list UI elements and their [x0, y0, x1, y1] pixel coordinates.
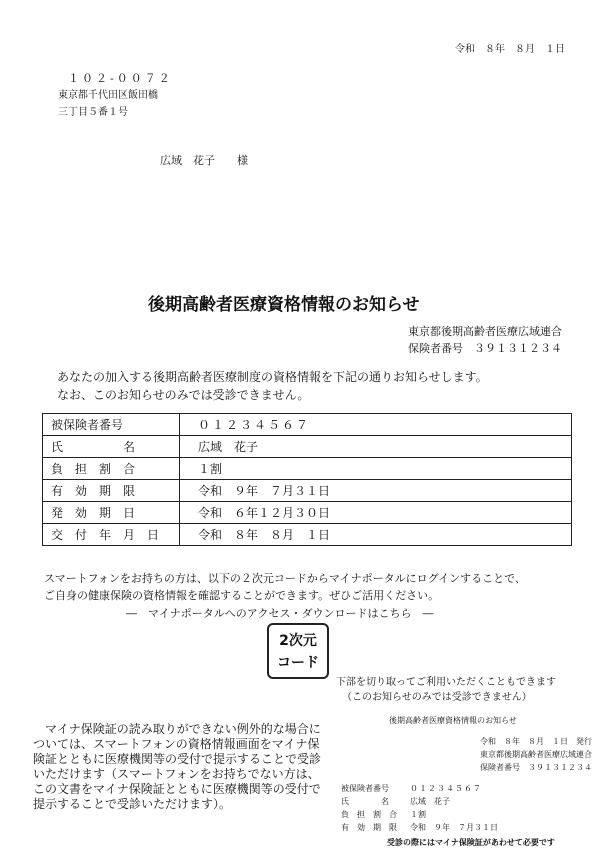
- slip-date: 令和 ８年 ８月 １日 発行: [480, 737, 592, 746]
- slip-row-value: １割: [410, 810, 426, 819]
- slip-title: 後期高齢者医療資格情報のお知らせ: [389, 716, 517, 725]
- qualification-table: [42, 413, 572, 546]
- postal-code: １０２-００７２: [68, 72, 173, 85]
- page-title: 後期高齢者医療資格情報のお知らせ: [148, 295, 420, 315]
- address-line1: 東京都千代田区飯田橋: [58, 90, 158, 101]
- access-heading: ― マイナポータルへのアクセス・ダウンロードはこちら ―: [126, 607, 434, 620]
- table-row: [43, 480, 572, 502]
- intro-line1: あなたの加入する後期高齢者医療制度の資格情報を下記の通りお知らせします。: [57, 370, 488, 384]
- table-row: [43, 502, 572, 524]
- row-label: 発 効 期 日: [43, 502, 180, 524]
- row-label: 交 付 年 月 日: [43, 524, 180, 546]
- recipient-name: 広域 花子 様: [160, 154, 248, 167]
- slip-row-label: 被保険者番号: [341, 784, 389, 793]
- slip-row-label: 有 効 期 限: [341, 823, 397, 832]
- row-label: 負 担 割 合: [43, 458, 180, 480]
- slip-row-value: 令和 ９年 ７月３１日: [410, 823, 498, 832]
- exception-notice: マイナ保険証の読み取りができない例外的な場合については、スマートフォンの資格情報画面をマイナ保険証とともに医療機関等の受付で提示することで受診いただけます（スマートフォンをお持ちでない方は、この文書をマイナ保険証とともに医療機関等の受付で提示することで受診いただけます）。: [33, 722, 322, 811]
- row-value: 令和 ９年 ７月３１日: [180, 480, 572, 502]
- table-row: [43, 414, 572, 436]
- cut-note-line1: 下部を切り取ってご利用いただくこともできます: [336, 677, 556, 688]
- slip-row-value: 広域 花子: [410, 797, 450, 806]
- row-value: ０１２３４５６７: [180, 414, 572, 436]
- qr-label-line1: 2次元: [279, 633, 317, 649]
- slip-row-label: 負 担 割 合: [341, 810, 397, 819]
- smartphone-line1: スマートフォンをお持ちの方は、以下の２次元コードからマイナポータルにログインすることで、: [44, 572, 526, 585]
- row-value: １割: [180, 458, 572, 480]
- row-value: 広域 花子: [180, 436, 572, 458]
- slip-insurer-number: 保険者番号 ３９１３１２３４: [480, 763, 592, 772]
- row-label: 氏 名: [43, 436, 180, 458]
- issue-date: 令和 ８年 ８月 １日: [455, 44, 565, 55]
- slip-row-value: ０１２３４５６７: [410, 784, 482, 793]
- table-row: [43, 436, 572, 458]
- row-label: 有 効 期 限: [43, 480, 180, 502]
- table-row: [43, 524, 572, 546]
- slip-issuer: 東京都後期高齢者医療広域連合: [480, 750, 592, 759]
- insurer-number: 保険者番号 ３９１３１２３４: [408, 342, 562, 355]
- table-row: [43, 458, 572, 480]
- row-value: 令和 ６年１２月３０日: [180, 502, 572, 524]
- qr-label-line2: コード: [277, 655, 319, 671]
- row-label: 被保険者番号: [43, 414, 180, 436]
- qr-code-placeholder[interactable]: [267, 623, 329, 679]
- address-line2: 三丁目５番１号: [58, 107, 128, 118]
- issuer-name: 東京都後期高齢者医療広域連合: [408, 325, 562, 338]
- slip-row-label: 氏 名: [341, 797, 389, 806]
- intro-line2: なお、このお知らせのみでは受診できません。: [57, 388, 310, 402]
- smartphone-line2: ご自身の健康保険の資格情報を確認することができます。ぜひご活用ください。: [44, 589, 440, 602]
- cut-note-line2: （このお知らせのみでは受診できません）: [342, 692, 532, 703]
- row-value: 令和 ８年 ８月 １日: [180, 524, 572, 546]
- slip-footer: 受診の際にはマイナ保険証があわせて必要です: [387, 837, 555, 847]
